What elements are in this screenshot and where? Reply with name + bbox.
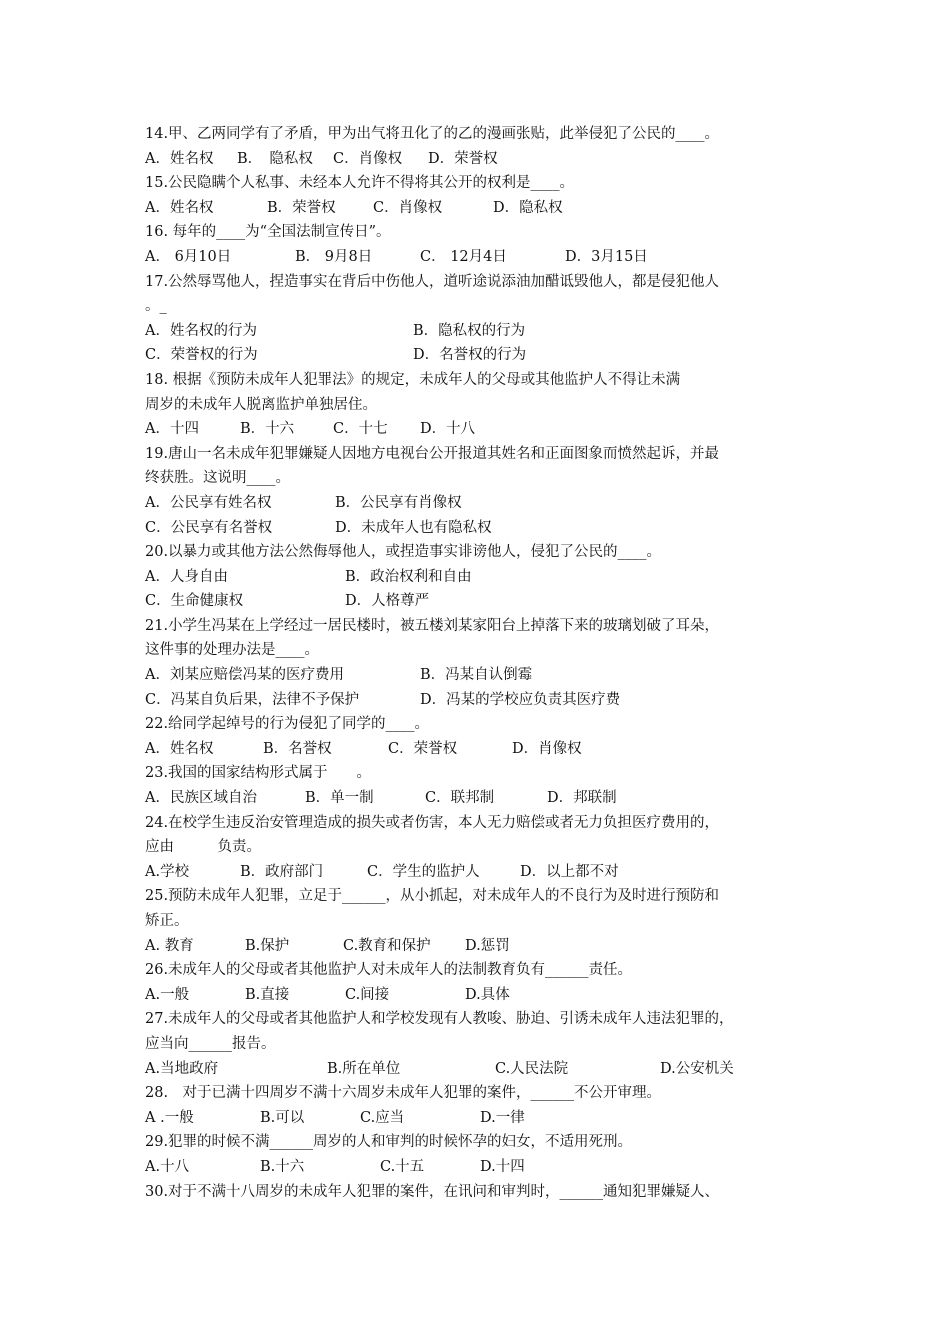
question-29 <box>145 1130 825 1179</box>
question-15 <box>145 171 825 220</box>
answer-option: C．肖像权 <box>373 199 443 216</box>
answer-option: A．民族区域自治 <box>145 790 257 807</box>
option-row <box>145 343 825 368</box>
answer-option: D.惩罚 <box>465 937 510 954</box>
answer-option: B．荣誉权 <box>267 199 336 216</box>
answer-option: C.间接 <box>345 986 390 1003</box>
option-row <box>145 589 825 614</box>
question-28 <box>145 1081 825 1130</box>
answer-option: C.教育和保护 <box>343 937 431 954</box>
answer-option: D．3月15日 <box>565 248 648 265</box>
answer-option: A.学校 <box>145 863 190 880</box>
option-row <box>145 737 825 762</box>
answer-option: A.十八 <box>145 1158 190 1175</box>
answer-option: A. 教育 <box>145 937 194 954</box>
question-16 <box>145 220 825 269</box>
answer-option: B．隐私权的行为 <box>413 322 526 339</box>
option-row <box>145 565 825 590</box>
answer-option: B.可以 <box>260 1109 305 1126</box>
answer-option: C．公民享有名誉权 <box>145 519 273 536</box>
answer-option: D．荣誉权 <box>428 150 498 167</box>
option-row <box>145 516 825 541</box>
answer-option: C.十五 <box>380 1158 425 1175</box>
question-stem-line: 25.预防未成年人犯罪，立足于______，从小抓起，对未成年人的不良行为及时进行预防和 <box>145 888 720 905</box>
answer-option: B．单一制 <box>305 790 374 807</box>
answer-option: C．荣誉权 <box>388 740 458 757</box>
question-stem-line: 26.未成年人的父母或者其他监护人对未成年人的法制教育负有______责任。 <box>145 962 633 979</box>
answer-option: A．姓名权 <box>145 740 214 757</box>
question-stem-line: 周岁的未成年人脱离监护单独居住。 <box>145 396 377 413</box>
answer-option: D．十八 <box>420 421 476 438</box>
answer-option: B．政治权利和自由 <box>345 568 472 585</box>
option-row <box>145 196 825 221</box>
answer-option: B．公民享有肖像权 <box>335 494 462 511</box>
answer-option: A .一般 <box>145 1109 194 1126</box>
question-17 <box>145 270 825 368</box>
answer-option: B．政府部门 <box>240 863 324 880</box>
answer-option: D．人格尊严 <box>345 593 430 610</box>
question-stem-line: 应当向______报告。 <box>145 1035 276 1052</box>
question-18 <box>145 368 825 442</box>
question-25 <box>145 884 825 958</box>
answer-option: D.一律 <box>480 1109 525 1126</box>
option-row <box>145 786 825 811</box>
answer-option: C.人民法院 <box>495 1060 569 1077</box>
question-21 <box>145 614 825 712</box>
question-stem-line: 15.公民隐瞒个人私事、未经本人允许不得将其公开的权利是____。 <box>145 175 575 192</box>
answer-option: B.直接 <box>245 986 290 1003</box>
question-stem-line: 16. 每年的____为“全国法制宣传日”。 <box>145 224 391 241</box>
question-stem-line: 17.公然辱骂他人，捏造事实在背后中伤他人，道听途说添油加醋诋毁他人，都是侵犯他人 <box>145 273 720 290</box>
question-19 <box>145 442 825 540</box>
option-row <box>145 1106 825 1131</box>
answer-option: B．冯某自认倒霉 <box>420 667 533 684</box>
question-stem-line: 应由 负责。 <box>145 839 261 856</box>
question-24 <box>145 811 825 885</box>
answer-option: D.十四 <box>480 1158 525 1175</box>
option-row <box>145 245 825 270</box>
answer-option: C．学生的监护人 <box>367 863 480 880</box>
answer-option: D.具体 <box>465 986 510 1003</box>
option-row <box>145 491 825 516</box>
option-row <box>145 934 825 959</box>
answer-option: C．生命健康权 <box>145 593 244 610</box>
question-stem-line: 19.唐山一名未成年犯罪嫌疑人因地方电视台公开报道其姓名和正面图象而愤然起诉，并最 <box>145 445 720 462</box>
question-20 <box>145 540 825 614</box>
answer-option: A．姓名权的行为 <box>145 322 257 339</box>
answer-option: D.公安机关 <box>660 1060 734 1077</box>
answer-option: D．肖像权 <box>512 740 582 757</box>
question-14 <box>145 122 825 171</box>
answer-option: D．以上都不对 <box>520 863 619 880</box>
answer-option: C．冯某自负后果，法律不予保护 <box>145 691 360 708</box>
question-27 <box>145 1007 825 1081</box>
answer-option: D．名誉权的行为 <box>413 347 527 364</box>
answer-option: C．肖像权 <box>333 150 403 167</box>
answer-option: B． 隐私权 <box>237 150 313 167</box>
question-26 <box>145 958 825 1007</box>
answer-option: B.十六 <box>260 1158 305 1175</box>
answer-option: D．冯某的学校应负责其医疗费 <box>420 691 621 708</box>
question-stem-line: 22.给同学起绰号的行为侵犯了同学的____。 <box>145 716 430 733</box>
answer-option: A．公民享有姓名权 <box>145 494 272 511</box>
answer-option: A．姓名权 <box>145 199 214 216</box>
option-row <box>145 319 825 344</box>
answer-option: C．荣誉权的行为 <box>145 347 258 364</box>
answer-option: C.应当 <box>360 1109 405 1126</box>
answer-option: A．人身自由 <box>145 568 228 585</box>
answer-option: A．刘某应赔偿冯某的医疗费用 <box>145 667 344 684</box>
question-30 <box>145 1180 825 1205</box>
question-stem-line: 24.在校学生违反治安管理造成的损失或者伤害，本人无力赔偿或者无力负担医疗费用的， <box>145 814 720 831</box>
question-stem-line: 20.以暴力或其他方法公然侮辱他人，或捏造事实诽谤他人，侵犯了公民的____。 <box>145 544 662 561</box>
answer-option: D．隐私权 <box>493 199 563 216</box>
answer-option: A．十四 <box>145 421 199 438</box>
question-stem-line: 29.犯罪的时候不满______周岁的人和审判的时候怀孕的妇女，不适用死刑。 <box>145 1134 633 1151</box>
question-stem-line: 。_ <box>145 298 167 315</box>
answer-option: C． 12月4日 <box>420 248 507 265</box>
answer-option: B.所在单位 <box>327 1060 401 1077</box>
question-stem-line: 27.未成年人的父母或者其他监护人和学校发现有人教唆、胁迫、引诱未成年人违法犯罪的， <box>145 1011 734 1028</box>
answer-option: A． 6月10日 <box>145 248 232 265</box>
answer-option: B． 9月8日 <box>295 248 373 265</box>
question-stem-line: 30.对于不满十八周岁的未成年人犯罪的案件，在讯问和审判时，______通知犯罪嫌疑人、 <box>145 1183 720 1200</box>
question-stem-line: 21.小学生冯某在上学经过一居民楼时，被五楼刘某家阳台上掉落下来的玻璃划破了耳朵， <box>145 617 720 634</box>
answer-option: B．十六 <box>240 421 295 438</box>
option-row <box>145 147 825 172</box>
answer-option: A.当地政府 <box>145 1060 219 1077</box>
question-stem-line: 14.甲、乙两同学有了矛盾，甲为出气将丑化了的乙的漫画张贴，此举侵犯了公民的____。 <box>145 126 720 142</box>
question-stem-line: 23.我国的国家结构形式属于 。 <box>145 765 372 782</box>
answer-option: A．姓名权 <box>145 150 214 167</box>
option-row <box>145 688 825 713</box>
question-22 <box>145 712 825 761</box>
option-row <box>145 417 825 442</box>
option-row <box>145 860 825 885</box>
question-23 <box>145 761 825 810</box>
question-stem-line: 矫正。 <box>145 913 189 929</box>
answer-option: C．十七 <box>333 421 388 438</box>
answer-option: D．未成年人也有隐私权 <box>335 519 492 536</box>
answer-option: D．邦联制 <box>547 790 617 807</box>
question-stem-line: 这件事的处理办法是____。 <box>145 642 319 659</box>
question-stem-line: 终获胜。这说明____。 <box>145 470 290 487</box>
option-row <box>145 663 825 688</box>
option-row <box>145 983 825 1008</box>
question-list <box>145 122 825 1204</box>
option-row <box>145 1057 825 1082</box>
answer-option: B．名誉权 <box>263 740 332 757</box>
answer-option: A.一般 <box>145 986 190 1003</box>
question-stem-line: 28. 对于已满十四周岁不满十六周岁未成年人犯罪的案件，______不公开审理。 <box>145 1085 662 1102</box>
answer-option: C．联邦制 <box>425 790 495 807</box>
question-stem-line: 18. 根据《预防未成年人犯罪法》的规定，未成年人的父母或其他监护人不得让未满 <box>145 371 681 388</box>
option-row <box>145 1155 825 1180</box>
answer-option: B.保护 <box>245 937 290 954</box>
